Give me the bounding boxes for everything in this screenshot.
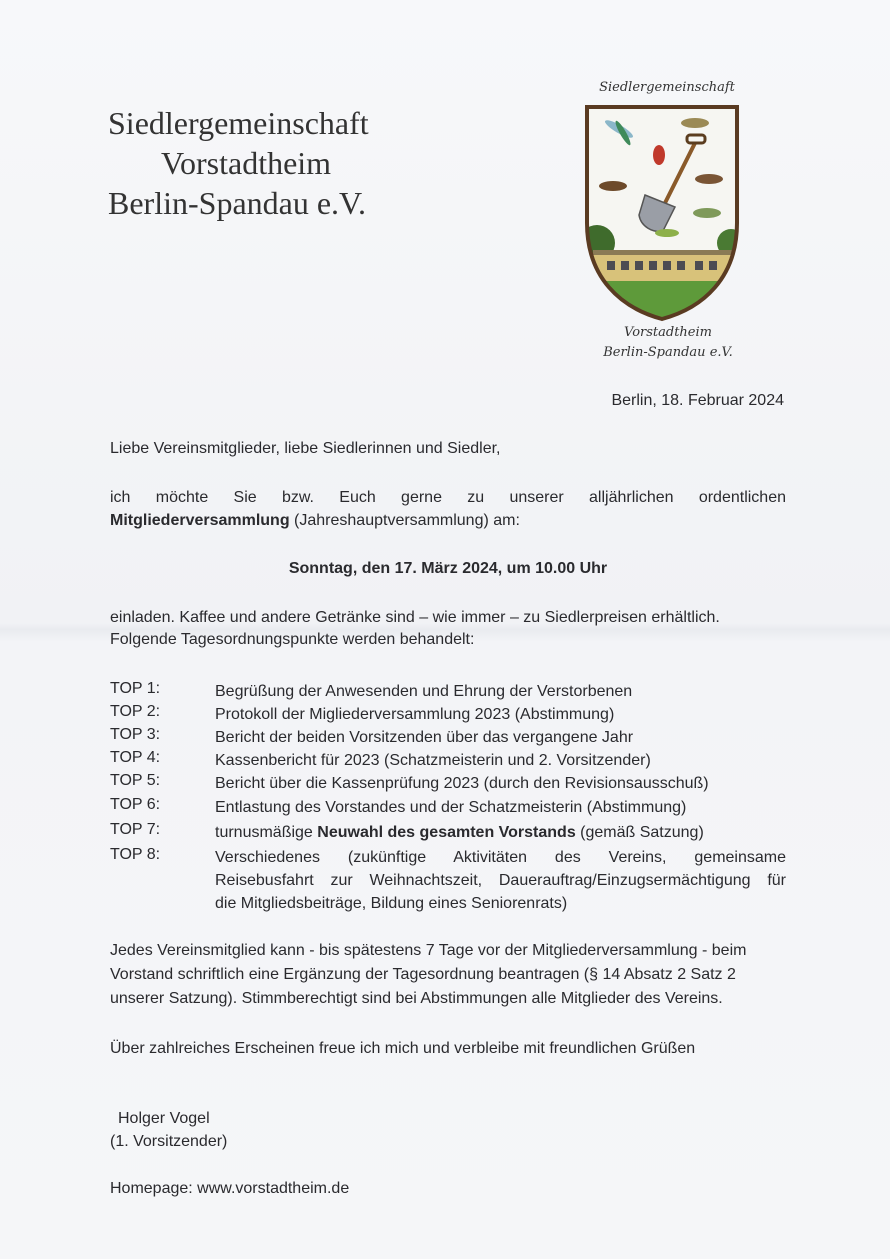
agenda-text: Protokoll der Migliederversammlung 2023 (Abstimmung) — [215, 706, 615, 723]
agenda-label: TOP 1: — [110, 680, 161, 697]
homepage-link[interactable]: Homepage: www.vorstadtheim.de — [110, 1180, 350, 1197]
rules-line-2: Vorstand schriftlich eine Ergänzung der Tagesordnung beantragen (§ 14 Absatz 2 Satz 2 — [110, 966, 736, 983]
agenda-label: TOP 2: — [110, 703, 161, 720]
organization-name — [108, 103, 418, 223]
agenda-label: TOP 7: — [110, 821, 161, 838]
rules-line-3: unserer Satzung). Stimmberechtigt sind bei Abstimmungen alle Mitglieder des Vereins. — [110, 990, 723, 1007]
intro-line-2 — [110, 510, 786, 532]
agenda-text: Bericht über die Kassenprüfung 2023 (durch den Revisionsausschuß) — [215, 775, 709, 792]
signature-name: Holger Vogel — [118, 1110, 210, 1127]
agenda-text: Entlastung des Vorstandes und der Schatzmeisterin (Abstimmung) — [215, 799, 687, 816]
agenda-text: Begrüßung der Anwesenden und Ehrung der Verstorbenen — [215, 683, 633, 700]
crest-caption-top: Siedlergemeinschaft — [599, 80, 735, 95]
intro-line-1: ich möchte Sie bzw. Euch gerne zu unserer alljährlichen ordentlichen — [110, 489, 786, 506]
agenda-label: TOP 3: — [110, 726, 161, 743]
after-event-line-1: einladen. Kaffee und andere Getränke sind – wie immer – zu Siedlerpreisen erhältlich. — [110, 609, 720, 626]
agenda-text-line-2: Reisebusfahrt zur Weihnachtszeit, Dauerauftrag/Einzugsermächtigung für — [215, 872, 786, 889]
rules-line-1: Jedes Vereinsmitglied kann - bis spätestens 7 Tage vor der Mitgliederversammlung - beim — [110, 942, 747, 959]
agenda-text-line-3: die Mitgliedsbeiträge, Bildung eines Seniorenrats) — [215, 895, 568, 912]
salutation: Liebe Vereinsmitglieder, liebe Siedlerinnen und Siedler, — [110, 440, 501, 457]
agenda-text-pre: turnusmäßige — [215, 824, 318, 841]
letter-date: Berlin, 18. Februar 2024 — [611, 392, 784, 409]
crest-logo — [583, 103, 741, 323]
agenda-text-bold: Neuwahl des gesamten Vorstands — [317, 824, 576, 841]
agenda-label: TOP 4: — [110, 749, 161, 766]
agenda-label: TOP 6: — [110, 796, 161, 813]
agenda-label: TOP 5: — [110, 772, 161, 789]
event-date: Sonntag, den 17. März 2024, um 10.00 Uhr — [288, 560, 608, 577]
crest-caption-line-1: Vorstadtheim — [624, 325, 712, 340]
agenda-text: Kassenbericht für 2023 (Schatzmeisterin und 2. Vorsitzender) — [215, 752, 651, 769]
intro-rest: (Jahreshauptversammlung) am: — [289, 512, 520, 529]
agenda-text — [215, 821, 786, 844]
org-line-3: Berlin-Spandau e.V. — [108, 185, 367, 221]
crest-caption-line-2: Berlin-Spandau e.V. — [603, 345, 733, 360]
crest-caption-bottom — [578, 323, 758, 363]
intro-bold: Mitgliederversammlung — [110, 512, 290, 529]
closing: Über zahlreiches Erscheinen freue ich mich und verbleibe mit freundlichen Grüßen — [110, 1040, 696, 1057]
after-event-line-2: Folgende Tagesordnungspunkte werden behandelt: — [110, 631, 475, 648]
agenda-text-line-1: Verschiedenes (zukünftige Aktivitäten des Vereins, gemeinsame — [215, 849, 786, 866]
agenda-label: TOP 8: — [110, 846, 161, 863]
agenda-text-post: (gemäß Satzung) — [575, 824, 704, 841]
org-line-2: Vorstadtheim — [161, 145, 332, 181]
org-line-1: Siedlergemeinschaft — [108, 105, 369, 141]
agenda-text: Bericht der beiden Vorsitzenden über das vergangene Jahr — [215, 729, 634, 746]
signature-role: (1. Vorsitzender) — [110, 1133, 228, 1150]
